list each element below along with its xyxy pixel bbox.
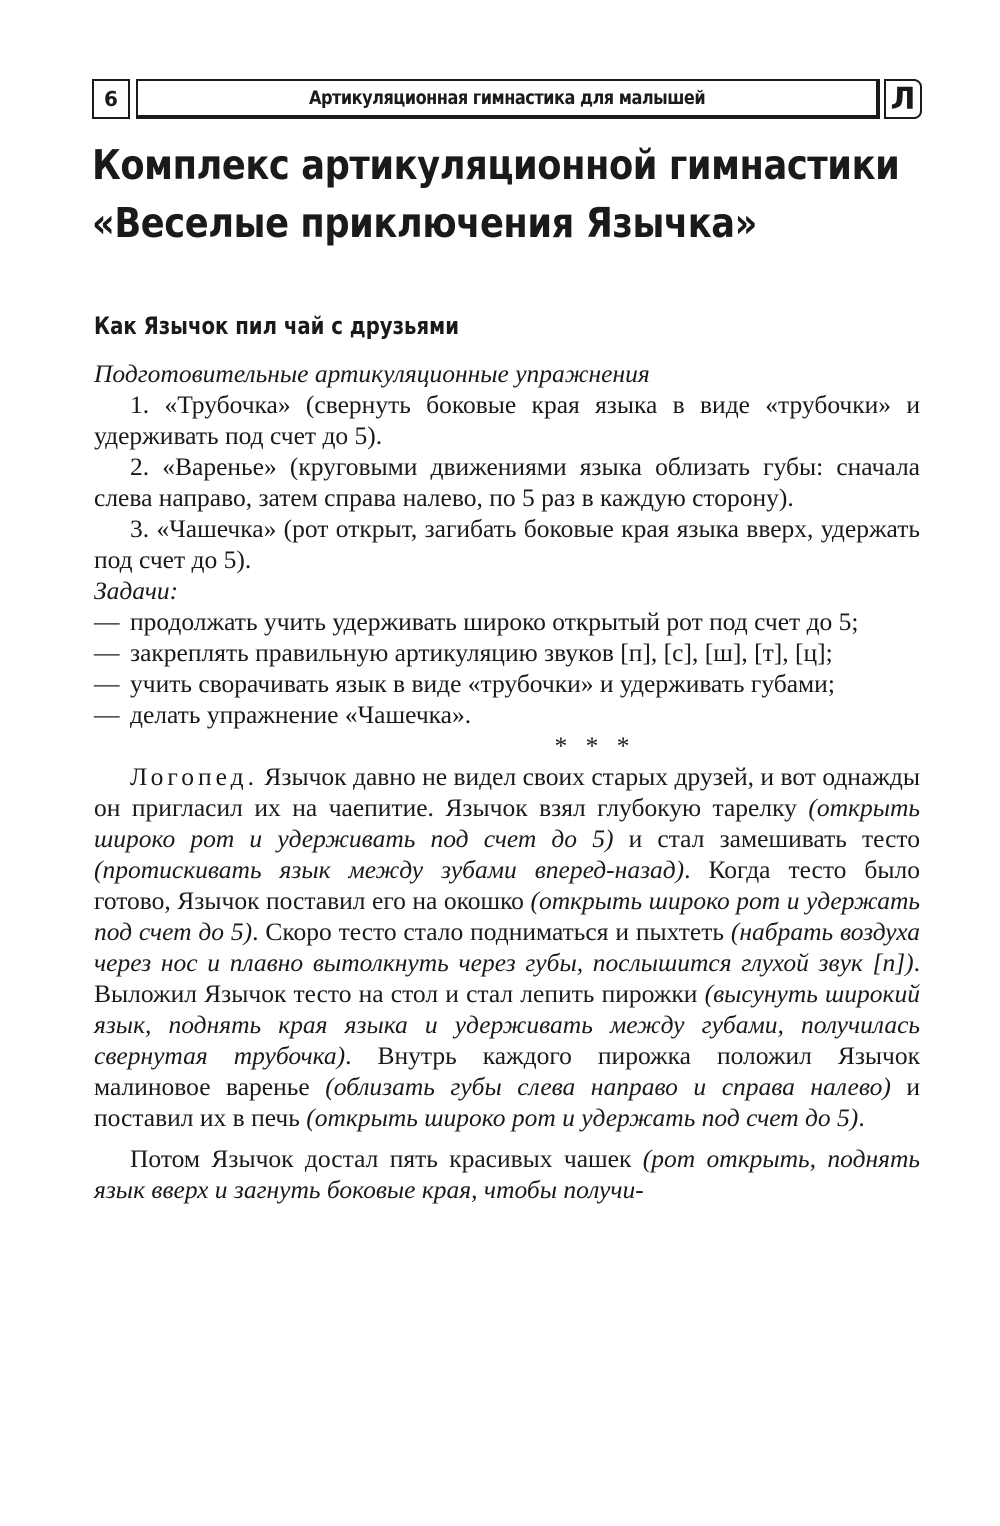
- story-instruction: (высунуть широкий язык, поднять края языка и удерживать между губами, получилась свернутая трубочка): [94, 979, 920, 1070]
- story-text: и поставил их в печь: [94, 1072, 921, 1132]
- page-body: [94, 358, 920, 1205]
- exercises-subtitle: Подготовительные артикуляционные упражнения: [94, 359, 650, 388]
- exercise-item-1: 1. «Трубочка» (свернуть боковые края языка в виде «трубочки» и удерживать под счет до 5).: [94, 390, 920, 450]
- story-text: Язычок давно не видел своих старых друзей, и вот однажды он пригласил их на чаепитие. Язычок взял глубокую тарелку: [94, 762, 920, 822]
- dash-bullet: —: [94, 638, 120, 667]
- story-paragraph-1: [94, 761, 920, 1133]
- tasks-heading: Задачи:: [94, 576, 179, 605]
- story-instruction: (открыть широко рот и удержать под счет до 5): [94, 886, 920, 946]
- story-text: .: [858, 1103, 865, 1132]
- exercise-item-2: 2. «Варенье» (круговыми движениями языка облизать губы: сначала слева направо, затем справа налево, по 5 раз в каждую сторону).: [94, 452, 920, 512]
- story-instruction: (открыть широко рот и удерживать под счет до 5): [94, 793, 920, 853]
- section-separator: * * *: [554, 731, 636, 760]
- story-paragraph-2: [94, 1143, 920, 1205]
- story-instruction: (набрать воздуха через нос и плавно вытолкнуть через губы, послышится глухой звук [п]): [94, 917, 921, 977]
- task-text: делать упражнение «Чашечка».: [130, 700, 472, 729]
- task-item: [94, 637, 920, 668]
- task-item: [94, 699, 920, 730]
- story-instruction: (рот открыть, поднять язык вверх и загнуть боковые края, чтобы получи-: [94, 1144, 920, 1204]
- task-item: [94, 606, 920, 637]
- story-text: . Когда тесто было готово, Язычок поставил его на окошко: [94, 855, 920, 915]
- running-title: [136, 79, 880, 119]
- page-number: 6: [92, 79, 130, 119]
- section-title: Как Язычок пил чай с друзьями: [94, 312, 460, 340]
- dash-bullet: —: [94, 700, 120, 729]
- story-text: . Выложил Язычок тесто на стол и стал лепить пирожки: [94, 948, 920, 1008]
- story-instruction: (протискивать язык между зубами вперед-назад): [94, 855, 685, 884]
- task-text: закреплять правильную артикуляцию звуков [п], [с], [ш], [т], [ц];: [130, 638, 833, 667]
- story-text: . Внутрь каждого пирожка положил Язычок малиновое варенье: [94, 1041, 920, 1101]
- chapter-title: [92, 136, 932, 252]
- running-title-text: Артикуляционная гимнастика для малышей: [308, 87, 706, 109]
- paragraph-gap: [94, 1133, 920, 1143]
- story-text: Потом Язычок достал пять красивых чашек: [130, 1144, 643, 1173]
- task-text: учить сворачивать язык в виде «трубочки» и удерживать губами;: [130, 669, 835, 698]
- running-header: [92, 79, 922, 121]
- story-instruction: (облизать губы слева направо и справа налево): [325, 1072, 891, 1101]
- dash-bullet: —: [94, 669, 120, 698]
- section-letter-tab: Л: [884, 79, 922, 119]
- story-instruction: (открыть широко рот и удержать под счет до 5): [306, 1103, 859, 1132]
- task-item: [94, 668, 920, 699]
- task-text: продолжать учить удерживать широко открытый рот под счет до 5;: [130, 607, 859, 636]
- chapter-title-line-2: «Веселые приключения Язычка»: [92, 199, 757, 247]
- dash-bullet: —: [94, 607, 120, 636]
- speaker-label: Логопед.: [130, 762, 258, 791]
- story-text: и стал замешивать тесто: [613, 824, 920, 853]
- story-text: . Скоро тесто стало подниматься и пыхтеть: [252, 917, 731, 946]
- exercise-item-3: 3. «Чашечка» (рот открыт, загибать боковые края языка вверх, удержать под счет до 5).: [94, 514, 920, 574]
- chapter-title-line-1: Комплекс артикуляционной гимнастики: [92, 141, 900, 189]
